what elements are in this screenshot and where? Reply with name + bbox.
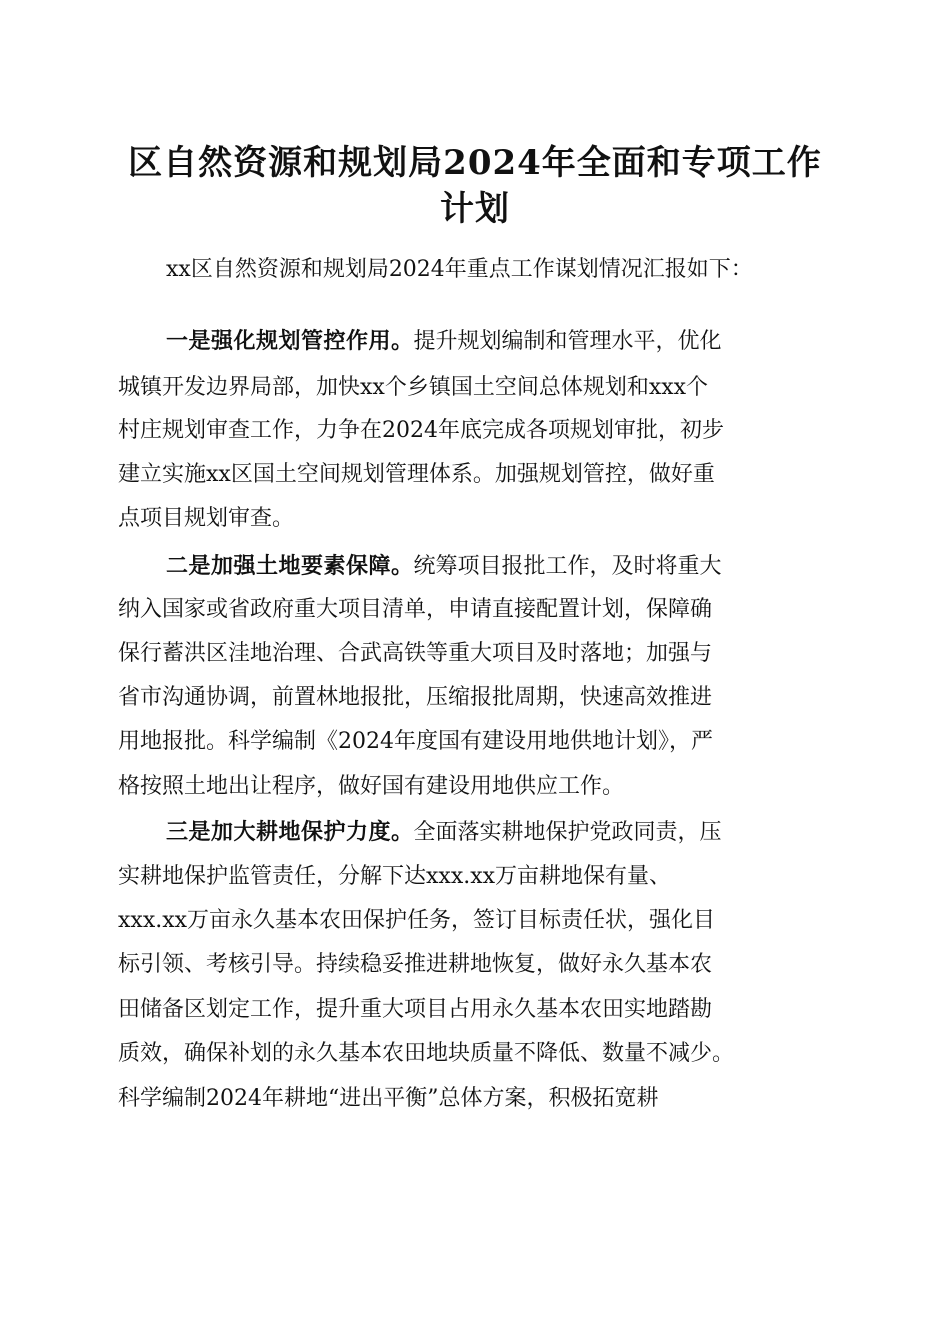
section-2-first-line-text: 统筹项目报批工作，及时将重大 [413, 554, 722, 579]
section-1-line-5: 点项目规划审查。 [118, 506, 295, 531]
section-1-line-4: 建立实施xx区国土空间规划管理体系。加强规划管控，做好重 [118, 462, 715, 487]
section-3-line-4: 标引领、考核引导。持续稳妥推进耕地恢复，做好永久基本农 [118, 952, 713, 977]
section-3-line-5: 田储备区划定工作，提升重大项目占用永久基本农田实地踏勘 [118, 997, 713, 1022]
section-2-line-6: 格按照土地出让程序，做好国有建设用地供应工作。 [118, 774, 625, 799]
section-2-heading: 二是加强土地要素保障。 [166, 553, 414, 579]
section-3-line-6: 质效，确保补划的永久基本农田地块质量不降低、数量不减少。 [118, 1041, 735, 1066]
document-title-line-2: 计划 [440, 189, 510, 229]
section-2-line-2: 纳入国家或省政府重大项目清单，申请直接配置计划，保障确 [118, 597, 713, 622]
section-2-first-line [166, 544, 722, 588]
intro-paragraph: xx区自然资源和规划局2024年重点工作谋划情况汇报如下： [166, 257, 753, 282]
document-title-line-1: 区自然资源和规划局2024年全面和专项工作 [128, 143, 822, 183]
section-3-first-line [166, 810, 722, 854]
section-3-heading: 三是加大耕地保护力度。 [166, 819, 414, 845]
section-2-line-4: 省市沟通协调，前置林地报批，压缩报批周期，快速高效推进 [118, 685, 713, 710]
section-3-line-3: xxx.xx万亩永久基本农田保护任务，签订目标责任状，强化目 [118, 908, 716, 933]
section-1-heading: 一是强化规划管控作用。 [166, 328, 414, 354]
section-2-line-5: 用地报批。科学编制《2024年度国有建设用地供地计划》，严 [118, 729, 713, 754]
section-1-line-3: 村庄规划审查工作，力争在2024年底完成各项规划审批，初步 [118, 418, 724, 443]
section-1-line-2: 城镇开发边界局部，加快xx个乡镇国土空间总体规划和xxx个 [118, 375, 709, 400]
section-3-line-7: 科学编制2024年耕地“进出平衡”总体方案，积极拓宽耕 [118, 1086, 659, 1111]
section-1-first-line-text: 提升规划编制和管理水平，优化 [413, 329, 722, 354]
section-3-line-2: 实耕地保护监管责任，分解下达xxx.xx万亩耕地保有量、 [118, 864, 672, 889]
section-2-line-3: 保行蓄洪区洼地治理、合武高铁等重大项目及时落地；加强与 [118, 641, 713, 666]
section-1-first-line [166, 319, 722, 363]
section-3-first-line-text: 全面落实耕地保护党政同责，压 [413, 820, 722, 845]
